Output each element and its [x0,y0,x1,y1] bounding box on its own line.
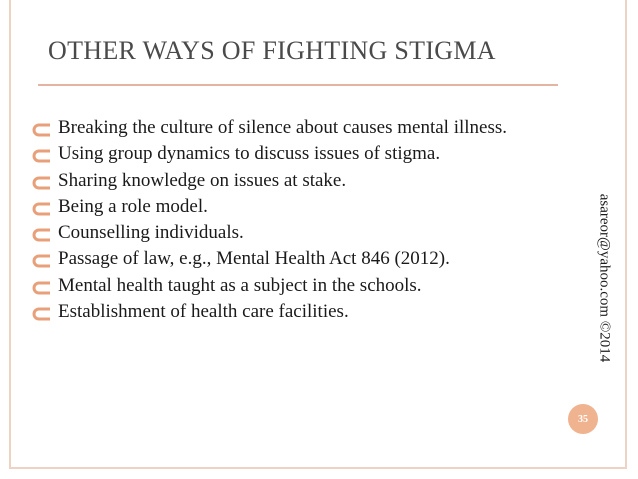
bullet-item [32,273,548,299]
bullet-item [32,168,548,194]
horseshoe-bullet-icon [32,281,51,295]
bullet-item [32,246,548,272]
bullet-text: Using group dynamics to discuss issues of stigma. [58,143,441,165]
bullet-item [32,141,548,167]
bullet-text: Passage of law, e.g., Mental Health Act 846 (2012). [58,248,450,270]
horseshoe-bullet-icon [32,254,51,268]
slide-title: OTHER WAYS OF FIGHTING STIGMA [48,36,496,65]
bullet-item [32,194,548,220]
bullet-item [32,115,548,141]
bullet-text: Being a role model. [58,195,208,217]
bullet-text: Breaking the culture of silence about causes mental illness. [58,117,507,138]
horseshoe-bullet-icon [32,176,51,190]
page-number-badge: 35 [568,404,598,434]
bullet-text: Establishment of health care facilities. [58,301,349,323]
horseshoe-bullet-icon [32,228,51,242]
bullet-text: Mental health taught as a subject in the schools. [58,274,422,296]
bullet-text: Counselling individuals. [58,222,244,244]
horseshoe-bullet-icon [32,307,51,321]
horseshoe-bullet-icon [32,202,51,216]
bullet-list [32,115,548,325]
horseshoe-bullet-icon [32,123,51,137]
title-divider [38,84,558,86]
author-copyright-label: asareor@yahoo.com ©2014 [596,193,613,363]
bullet-item [32,220,548,246]
bullet-item [32,299,548,325]
bullet-text: Sharing knowledge on issues at stake. [58,169,347,191]
horseshoe-bullet-icon [32,149,51,163]
